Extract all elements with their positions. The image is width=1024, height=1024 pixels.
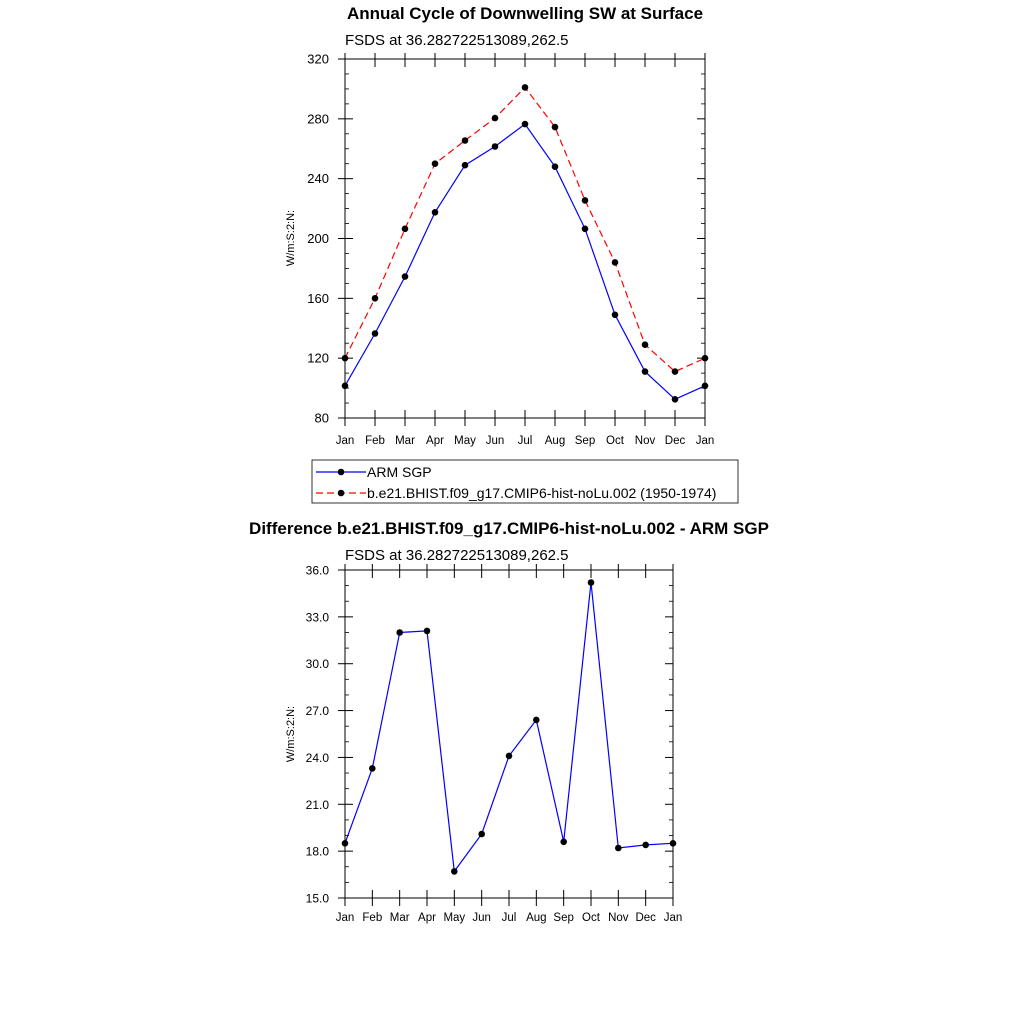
- series-lines: [342, 579, 677, 875]
- x-tick-label-jan: Jan: [335, 435, 355, 447]
- data-point-feb: [372, 330, 379, 337]
- y-tick-label: 15.0: [305, 891, 329, 906]
- y-tick-label: 320: [307, 51, 329, 67]
- x-tick-label-mar: Mar: [389, 912, 410, 924]
- x-tick-label-sep: Sep: [574, 435, 596, 447]
- data-point-dec: [642, 842, 649, 849]
- series-line-arm-sgp: [345, 124, 705, 399]
- x-tick-label-apr: Apr: [426, 435, 444, 447]
- x-tick-label-nov: Nov: [608, 912, 629, 924]
- data-point-mar: [402, 273, 409, 280]
- y-tick-label: 280: [307, 111, 329, 127]
- y-tick-label: 160: [307, 290, 329, 306]
- legend-item-cmip6: [316, 485, 716, 501]
- x-tick-label-oct: Oct: [582, 912, 600, 924]
- y-tick-label: 27.0: [305, 704, 329, 719]
- legend-marker-cmip6: [338, 490, 345, 497]
- chart-subtitle: FSDS at 36.282722513089,262.5: [345, 32, 569, 49]
- x-tick-label-dec: Dec: [664, 435, 686, 447]
- data-point-sep: [582, 226, 589, 233]
- data-point-nov: [642, 368, 649, 375]
- y-axis-ticks: [338, 564, 673, 906]
- x-tick-label-jun: Jun: [485, 435, 505, 447]
- data-point-nov: [642, 341, 649, 348]
- x-tick-label-may: May: [443, 912, 466, 924]
- series-b-e21-bhist-f09-g17-cmip: [342, 84, 709, 375]
- data-point-mar: [402, 226, 409, 233]
- legend-marker-arm-sgp: [338, 469, 345, 476]
- x-tick-label-oct: Oct: [606, 435, 624, 447]
- data-point-apr: [432, 160, 439, 167]
- data-point-aug: [533, 717, 540, 724]
- data-point-may: [462, 137, 469, 144]
- x-tick-label-apr: Apr: [418, 912, 436, 924]
- y-tick-label: 18.0: [305, 844, 329, 859]
- difference-chart: [249, 519, 769, 924]
- chart-title: Annual Cycle of Downwelling SW at Surface: [346, 4, 704, 23]
- plot-frame: [345, 59, 705, 418]
- plot-frame: [345, 570, 673, 898]
- legend: [312, 460, 738, 503]
- data-point-aug: [552, 124, 559, 131]
- data-point-oct: [612, 259, 619, 266]
- data-point-jul: [522, 84, 529, 91]
- y-tick-label: 36.0: [305, 563, 329, 578]
- y-axis-label: W/m:S:2:N:: [285, 209, 297, 267]
- annual-cycle-chart: [285, 4, 714, 447]
- data-point-oct: [612, 312, 619, 319]
- data-point-sep: [582, 197, 589, 204]
- y-tick-labels: [307, 52, 329, 426]
- chart-subtitle: FSDS at 36.282722513089,262.5: [345, 547, 569, 564]
- x-tick-label-jan: Jan: [335, 912, 355, 924]
- y-tick-label: 80: [314, 410, 329, 426]
- y-tick-label: 200: [307, 231, 329, 246]
- x-tick-labels: [336, 912, 683, 924]
- legend-label-arm-sgp: ARM SGP: [367, 464, 432, 480]
- y-tick-label: 30.0: [305, 657, 329, 672]
- x-tick-label-dec: Dec: [635, 912, 656, 924]
- y-axis-ticks: [338, 53, 705, 426]
- data-point-oct: [588, 579, 595, 586]
- x-tick-label-may: May: [454, 435, 476, 447]
- x-tick-labels: [336, 435, 715, 447]
- data-point-jun: [492, 143, 499, 150]
- data-point-dec: [672, 368, 679, 375]
- y-tick-labels: [306, 564, 330, 906]
- x-tick-label-jul: Jul: [517, 435, 533, 447]
- data-point-may: [451, 868, 458, 875]
- x-tick-label-jun: Jun: [472, 912, 491, 924]
- chart-title: Difference b.e21.BHIST.f09_g17.CMIP6-hist-noLu.002 - ARM SGP: [249, 519, 769, 538]
- x-tick-label-aug: Aug: [526, 912, 547, 924]
- data-point-feb: [369, 765, 376, 772]
- y-tick-label: 120: [307, 350, 329, 366]
- x-tick-label-feb: Feb: [362, 912, 383, 924]
- data-point-mar: [396, 629, 403, 636]
- series-difference: [342, 579, 677, 875]
- y-axis-label: W/m:S:2:N:: [285, 705, 297, 763]
- x-tick-label-sep: Sep: [553, 912, 574, 924]
- x-tick-label-aug: Aug: [544, 435, 566, 447]
- data-point-sep: [560, 839, 567, 846]
- legend-label-cmip6: b.e21.BHIST.f09_g17.CMIP6-hist-noLu.002 (1950-1974): [367, 485, 717, 501]
- x-tick-label-mar: Mar: [395, 435, 415, 447]
- data-point-apr: [432, 209, 439, 216]
- data-point-jul: [522, 121, 529, 128]
- x-tick-label-jul: Jul: [501, 912, 517, 924]
- data-point-may: [462, 162, 469, 169]
- y-tick-label: 33.0: [305, 610, 329, 625]
- x-tick-label-jan: Jan: [695, 435, 715, 447]
- series-lines: [342, 84, 709, 403]
- x-tick-label-nov: Nov: [634, 435, 656, 447]
- data-point-feb: [372, 295, 379, 302]
- x-tick-label-feb: Feb: [365, 435, 385, 447]
- y-tick-label: 240: [307, 171, 329, 187]
- series-line-difference: [345, 583, 673, 872]
- y-tick-label: 24.0: [305, 750, 329, 765]
- data-point-jun: [478, 831, 485, 838]
- data-point-jun: [492, 115, 499, 122]
- data-point-jul: [506, 753, 513, 760]
- y-tick-label: 21.0: [305, 797, 329, 812]
- series-arm-sgp: [342, 121, 709, 403]
- data-point-nov: [615, 845, 622, 852]
- data-point-aug: [552, 163, 559, 170]
- series-line-b-e21-bhist-f09-g17-cmip: [345, 87, 705, 371]
- data-point-dec: [672, 396, 679, 403]
- x-tick-label-jan: Jan: [663, 912, 683, 924]
- data-point-apr: [424, 628, 431, 635]
